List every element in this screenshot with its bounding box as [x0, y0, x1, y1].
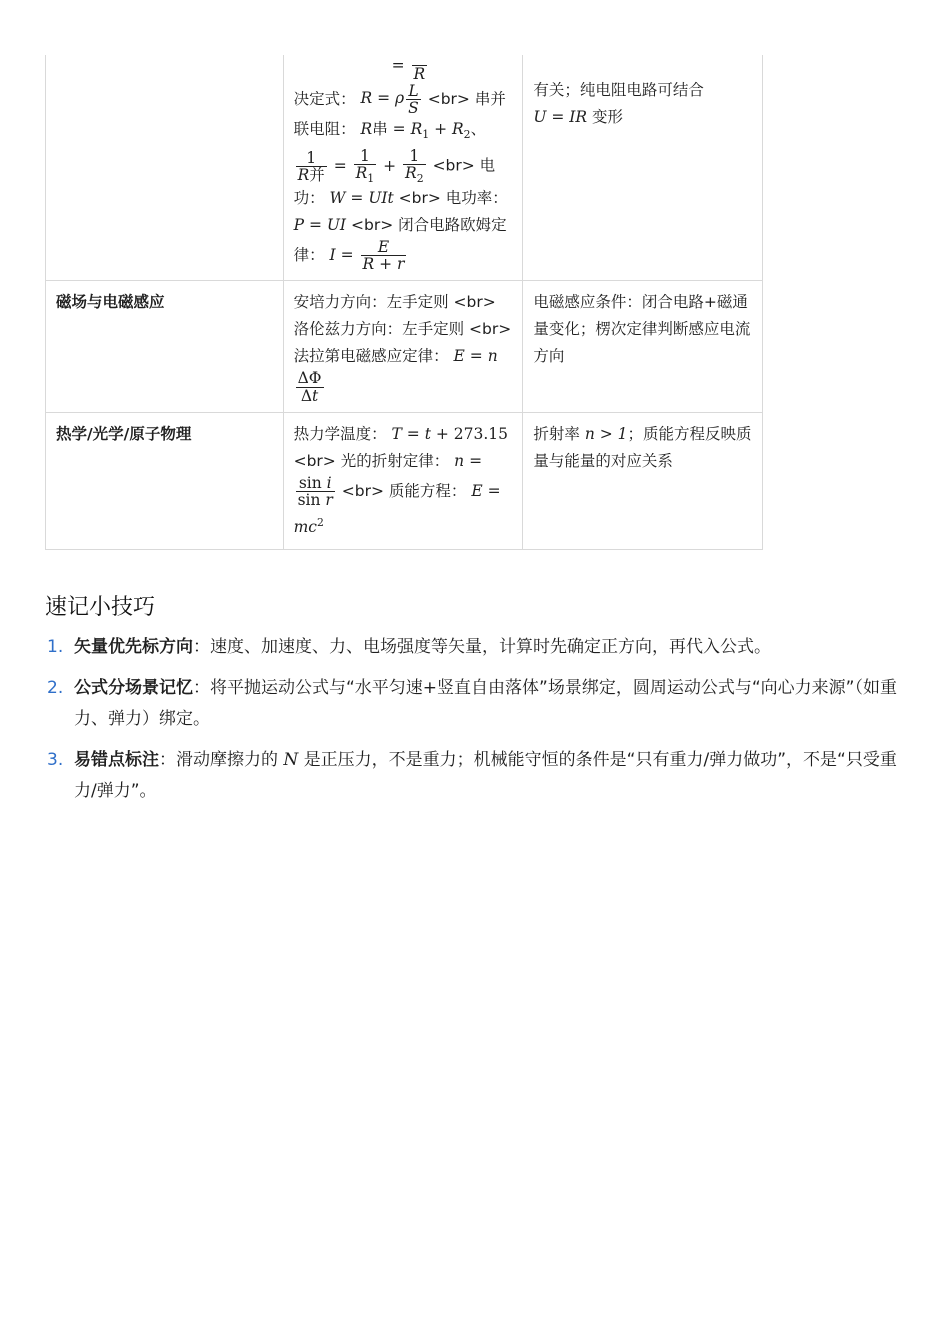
notes-formula: U = IR: [533, 108, 588, 126]
list-item: [45, 745, 900, 807]
formula-table: [45, 55, 763, 550]
list-index: 2.: [47, 678, 64, 698]
tip-text: ：将平抛运动公式与“水平匀速+竖直自由落体”场景绑定，圆周运动公式与“向心力来源”（如重力、弹力）绑定。: [74, 678, 897, 729]
notes-formula: n > 1: [584, 424, 628, 443]
list-index: 1.: [47, 637, 64, 657]
tip-text: ：滑动摩擦力的: [159, 750, 278, 770]
notes-cell: 电磁感应条件：闭合电路+磁通量变化；楞次定律判断感应电流方向: [523, 281, 763, 413]
tip-text: ：速度、加速度、力、电场强度等矢量，计算时先确定正方向，再代入公式。: [193, 637, 771, 657]
resistance-formula: R = ρ $\frac{L}{S}$: [360, 81, 419, 117]
formula-fragment: = R: [294, 49, 513, 83]
formula-cell: [283, 412, 523, 549]
table-row: [46, 281, 763, 413]
tip-formula: N: [283, 750, 299, 770]
faraday-formula: E = n $\frac{\Delta\Phi}{\Delta t}$: [297, 347, 498, 405]
ohm-closed-formula: I = $\frac{E}{R + r}$: [329, 237, 405, 274]
notes-text: 变形: [592, 108, 624, 126]
tip-text: 是正压力，不是重力；机械能守恒的条件是“只有重力/弹力做功”，不是“只受重力/弹力”。: [74, 750, 897, 801]
series-formula: R串 = $R_1 + R_2$: [360, 120, 471, 142]
tip-keyword: 矢量优先标方向: [74, 637, 193, 657]
topic-cell: 磁场与电磁感应: [46, 281, 284, 413]
notes-text: ；质能方程反映质量与能量的对应关系: [533, 424, 752, 470]
parallel-formula: $\frac{1}{\text{R并}}$ = $\frac{1}{R_1}$ + $\frac{1}{R_2}$: [297, 147, 424, 186]
section-heading: 速记小技巧: [45, 595, 156, 620]
formula-text: <br> 串并联电阻：: [293, 89, 506, 139]
refraction-formula: n = $\frac{\text{sin i}}{\text{sin r}}$: [297, 451, 483, 510]
tip-keyword: 公式分场景记忆: [74, 678, 193, 698]
mass-energy-formula: $E = mc^2$: [293, 481, 501, 536]
list-item: [45, 673, 900, 735]
formula-cell: [283, 281, 523, 413]
list-item: [45, 632, 900, 663]
topic-cell: 热学/光学/原子物理: [46, 412, 284, 549]
temperature-formula: T = t + 273.15: [391, 424, 509, 443]
list-index: 3.: [47, 750, 64, 770]
formula-text: <br> 光的折射定律：: [293, 451, 450, 470]
table-row: [46, 55, 763, 281]
formula-text: <br> 电功率：: [398, 188, 508, 207]
topic-cell: [46, 55, 284, 281]
notes-text: 折射率: [533, 424, 580, 443]
tips-list: [45, 632, 900, 817]
notes-cell: [523, 55, 763, 281]
tip-keyword: 易错点标注: [74, 750, 159, 770]
notes-text: 有关；纯电阻电路可结合: [533, 81, 704, 99]
formula-cell: = R 决定式： R = ρ $\frac{L}{S}$ <br> 串并联电阻： R串 = $R_1 + R_2$、 $\frac{1}{\text{R并}}$ = $\frac{1}{R_1}$ + $\frac{1}{R_2}$ <br> 电功： W = UIt <br> 电功率： P = UI <br> 闭合电路欧姆定律： I = $\frac{E}{R + r}$: [283, 55, 523, 281]
table-row: [46, 412, 763, 549]
work-formula: W = UIt: [329, 188, 394, 207]
formula-text: <br> 质能方程：: [341, 481, 467, 500]
formula-text: <br> 电功：: [293, 156, 496, 207]
formula-label: 决定式：: [293, 89, 356, 108]
formula-label: 热力学温度：: [293, 424, 387, 443]
formula-text: <br> 闭合电路欧姆定律：: [293, 215, 507, 264]
formula-text: 安培力方向：左手定则 <br> 洛伦兹力方向：左手定则 <br> 法拉第电磁感应定律：: [293, 293, 512, 366]
power-formula: P = UI: [293, 215, 347, 234]
notes-cell: [523, 412, 763, 549]
